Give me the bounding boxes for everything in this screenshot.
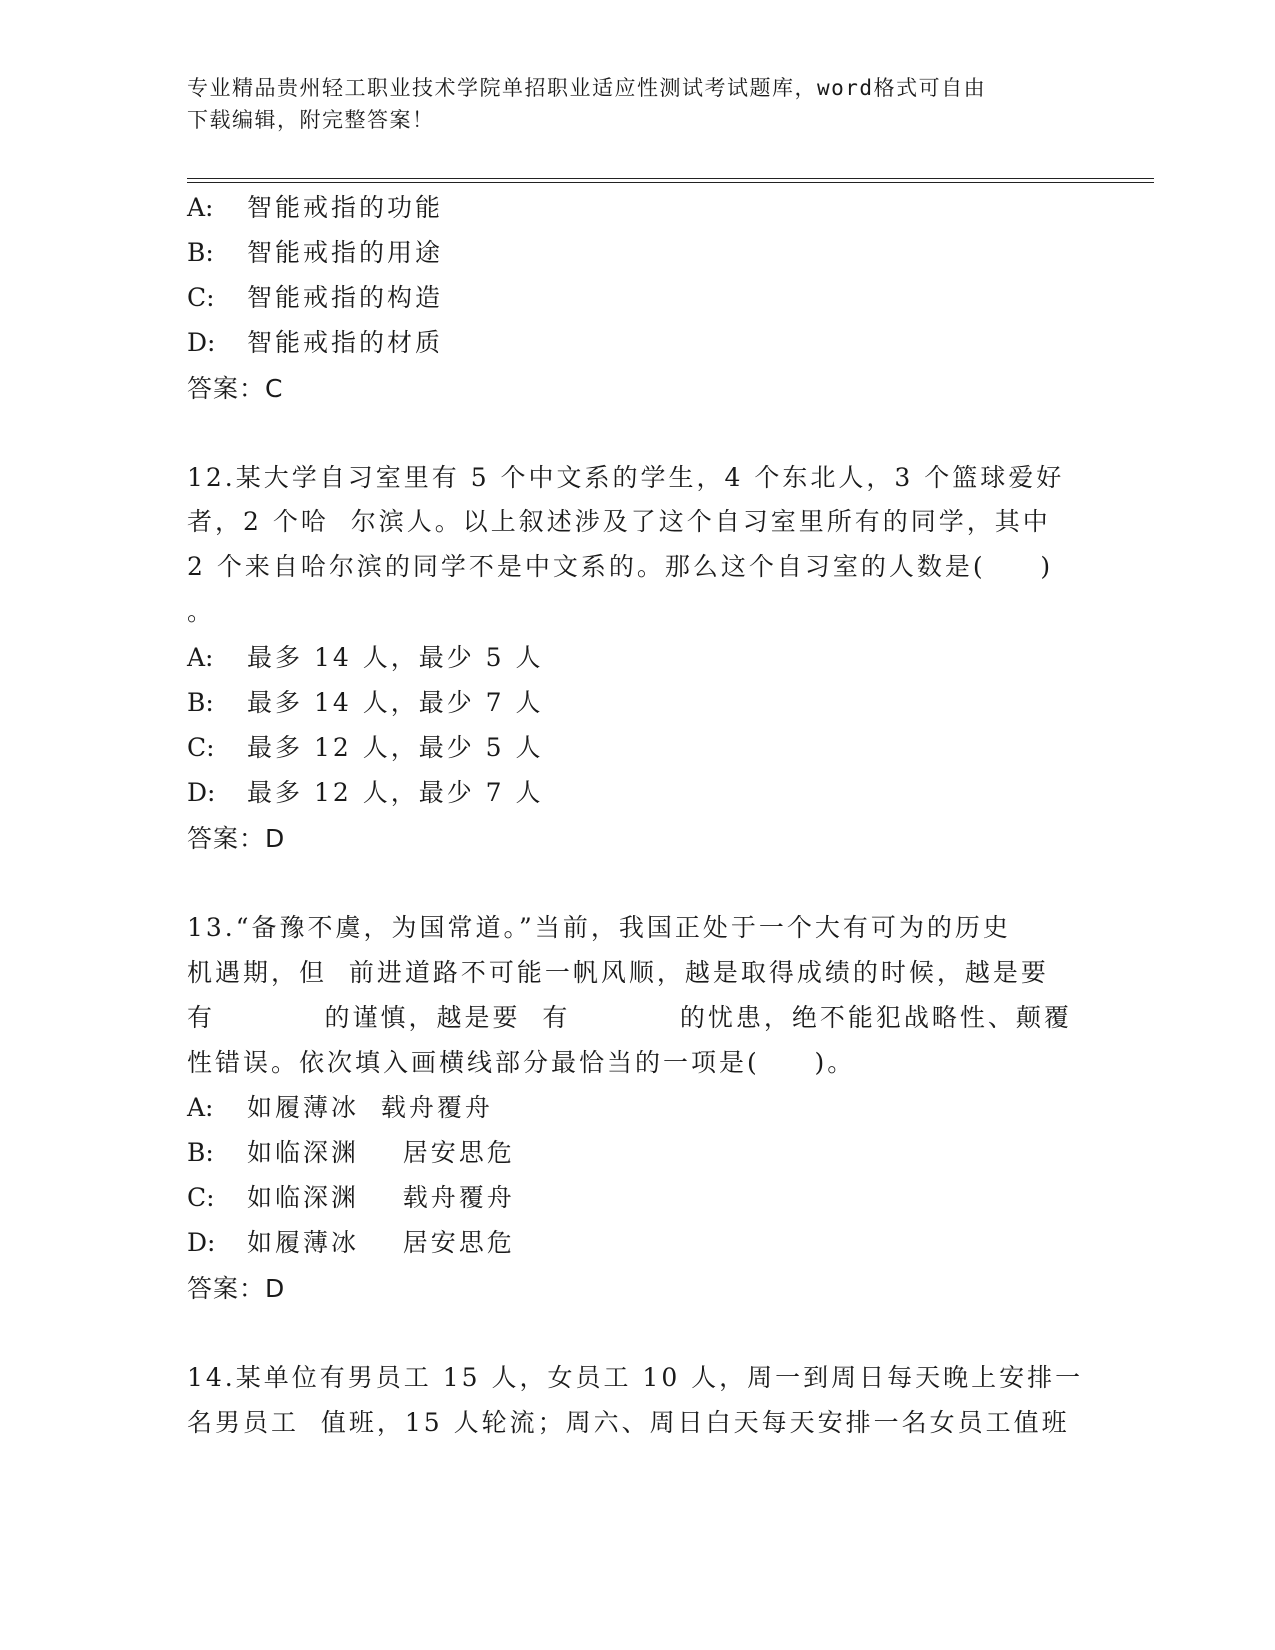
q12-stem-line-3: 2 个来自哈尔滨的同学不是中文系的。那么这个自习室的人数是( ) — [187, 552, 1054, 581]
q13-stem-line-4: 性错误。依次填入画横线部分最恰当的一项是( )。 — [187, 1048, 856, 1077]
q13-answer: 答案：D — [187, 1274, 286, 1303]
q12-option-b: B: 最多 14 人，最少 7 人 — [187, 688, 544, 717]
q12-option-a: A: 最多 14 人，最少 5 人 — [187, 643, 544, 672]
q12-stem-line-1: 12.某大学自习室里有 5 个中文系的学生，4 个东北人，3 个篮球爱好 — [187, 463, 1065, 492]
q11-option-b: B: 智能戒指的用途 — [187, 238, 444, 267]
header-line-2: 下载编辑，附完整答案！ — [187, 108, 435, 132]
q13-option-d: D: 如履薄冰 居安思危 — [187, 1228, 515, 1257]
q13-stem-line-1: 13.“备豫不虞，为国常道。”当前，我国正处于一个大有可为的历史 — [187, 913, 1011, 942]
q12-option-d: D: 最多 12 人，最少 7 人 — [187, 778, 544, 807]
q14-stem-line-1: 14.某单位有男员工 15 人，女员工 10 人，周一到周日每天晚上安排一 — [187, 1363, 1084, 1392]
header-divider-top — [187, 178, 1154, 179]
q11-option-d: D: 智能戒指的材质 — [187, 328, 444, 357]
header-line-1: 专业精品贵州轻工职业技术学院单招职业适应性测试考试题库，word格式可自由 — [187, 76, 987, 100]
q13-option-a: A: 如履薄冰 载舟覆舟 — [187, 1093, 493, 1122]
q11-option-c: C: 智能戒指的构造 — [187, 283, 444, 312]
q12-stem-line-4: 。 — [187, 597, 216, 626]
q13-stem-line-2: 机遇期，但 前进道路不可能一帆风顺，越是取得成绩的时候，越是要 — [187, 958, 1049, 987]
header-divider-bottom — [187, 182, 1154, 183]
q11-option-a: A: 智能戒指的功能 — [187, 193, 444, 222]
q12-stem-line-2: 者，2 个哈 尔滨人。以上叙述涉及了这个自习室里所有的同学，其中 — [187, 507, 1051, 536]
q12-answer: 答案：D — [187, 824, 286, 853]
q14-stem-line-2: 名男员工 值班，15 人轮流；周六、周日白天每天安排一名女员工值班 — [187, 1408, 1070, 1437]
q13-option-c: C: 如临深渊 载舟覆舟 — [187, 1183, 515, 1212]
q13-stem-line-3: 有 的谨慎，越是要 有 的忧患，绝不能犯战略性、颠覆 — [187, 1003, 1072, 1032]
q11-answer: 答案：C — [187, 374, 284, 403]
q13-option-b: B: 如临深渊 居安思危 — [187, 1138, 515, 1167]
q12-option-c: C: 最多 12 人，最少 5 人 — [187, 733, 544, 762]
document-header — [187, 72, 1067, 136]
